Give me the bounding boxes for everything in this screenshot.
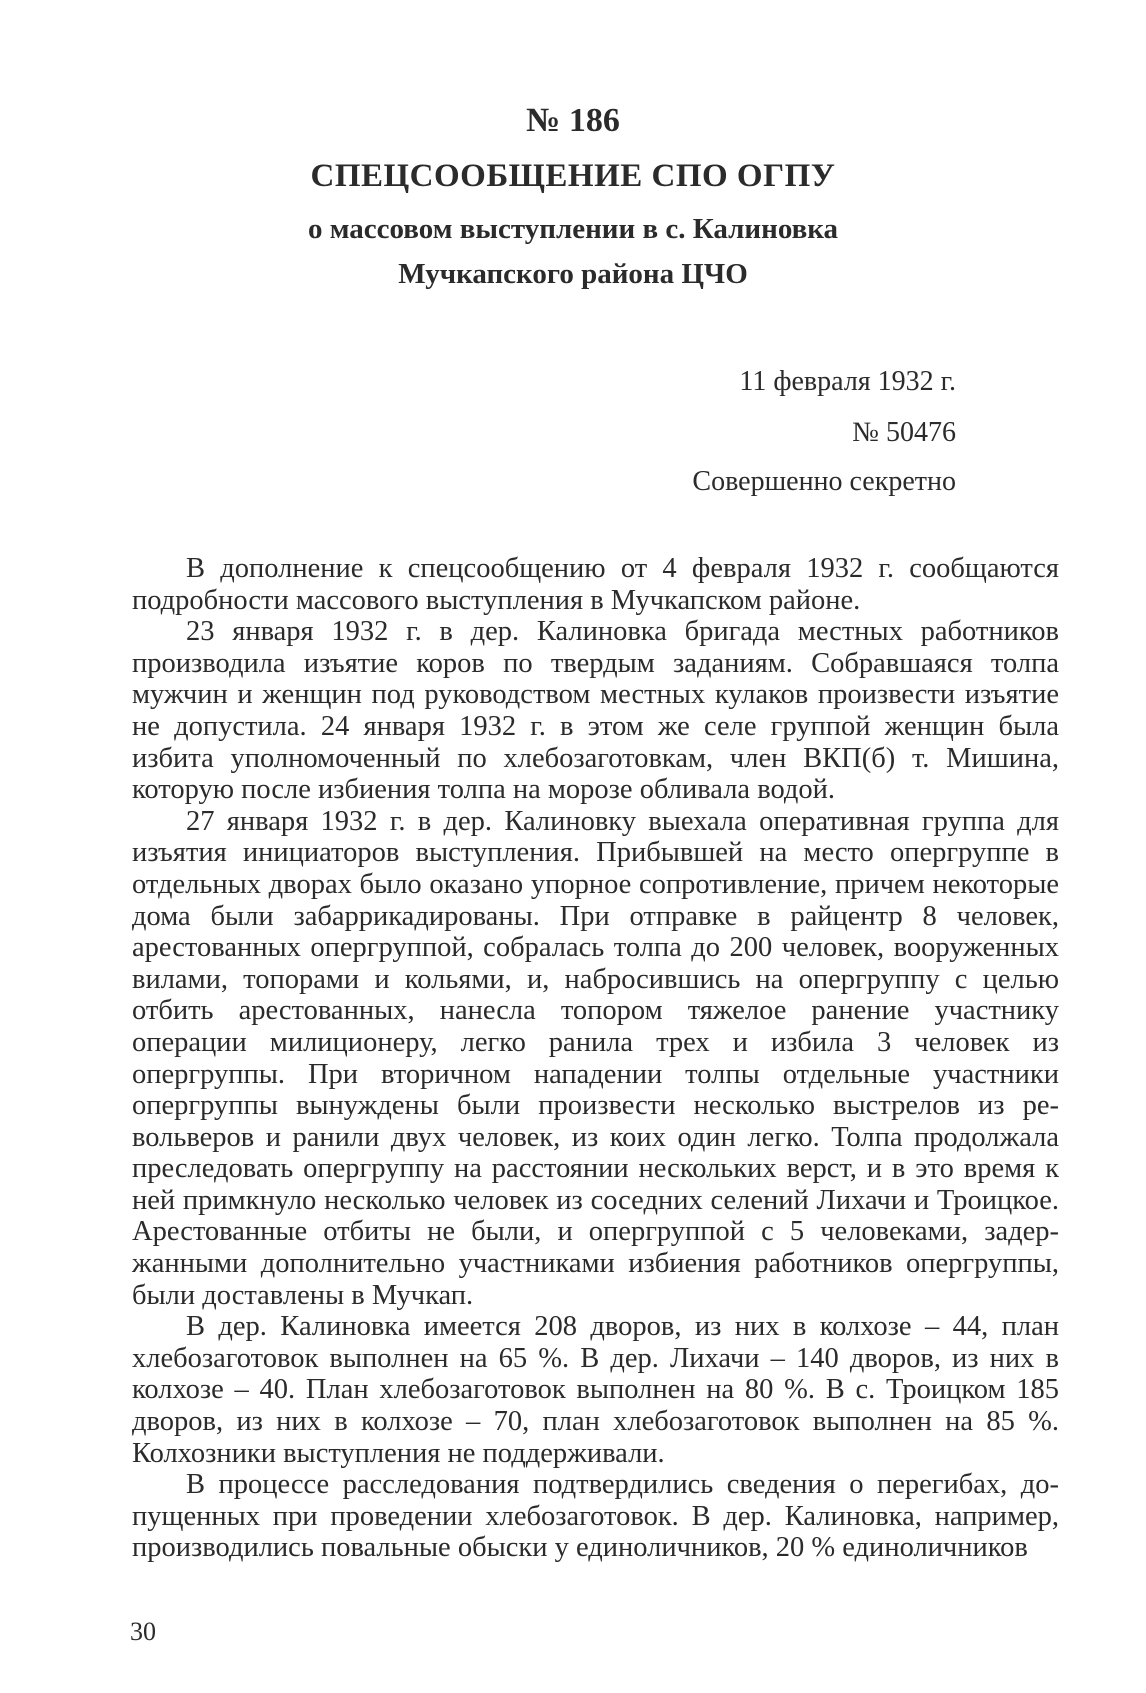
paragraph: 27 января 1932 г. в дер. Калиновку выехала оперативная группа для изъятия инициаторов выступления. Прибывшей на место опергруппе в отдельных дворах было оказано упорное сопротивление, причем некоторые дома были забаррикадированы. При отправке в райцентр 8 человек, арестованных опергруппой, собралась толпа до 200 человек, вооруженных вилами, топорами и кольями, и, набросившись на опергруппу с целью отбить арестованных, нанесла топором тяжелое ранение участнику операции милиционеру, легко ранила трех и избила 3 человек из опергруппы. При вторичном нападении толпы отдельные участники опергруппы вынуждены были произвести несколько выстрелов из револьверов и ранили двух человек, из коих один легко. Толпа продолжала преследовать опергруппу на расстоянии нескольких верст, и в это время к ней примкнуло несколько человек из соседних селений Лихачи и Троицкое. Арестованные отбиты не были, и опергруппой с 5 человеками, задержанными дополнительно участниками избиения работников опергруппы, были доставлены в Мучкап. (132, 805, 1059, 1311)
document-subtitle-line-2: Мучкапского района ЦЧО (398, 258, 748, 290)
document-date: 11 февраля 1932 г. (739, 366, 956, 397)
paragraph: В процессе расследования подтвердились сведения о перегибах, допущенных при проведении хлебозаготовок. В дер. Калиновка, например, производились повальные обыски у единоличников, 20 % единоличников (132, 1469, 1059, 1564)
registration-number: № 50476 (852, 417, 956, 448)
document-subtitle-line-1: о массовом выступлении в с. Калиновка (307, 213, 839, 245)
body-text (132, 553, 1059, 1564)
page-number: 30 (130, 1617, 156, 1646)
document-number: № 186 (526, 102, 620, 139)
paragraph: В дер. Калиновка имеется 208 дворов, из них в колхозе – 44, план хлебозаготовок выполнен на 65 %. В дер. Лихачи – 140 дворов, из них в колхозе – 40. План хлебозаготовок выполнен на 80 %. В с. Троицком 185 дворов, из них в колхозе – 70, план хлебозаготовок выполнен на 85 %. Колхозники выступления не поддерживали. (132, 1311, 1059, 1469)
paragraph: В дополнение к спецсообщению от 4 февраля 1932 г. сообщаются подробности массового выступления в Мучкапском районе. (132, 553, 1059, 616)
document-title: СПЕЦСООБЩЕНИЕ СПО ОГПУ (310, 158, 836, 194)
paragraph: 23 января 1932 г. в дер. Калиновка бригада местных работников производила изъятие коров по твердым заданиям. Собравшаяся толпа мужчин и женщин под руководством местных кулаков произвести изъятие не допустила. 24 января 1932 г. в этом же селе группой женщин была избита уполномоченный по хлебозаготовкам, член ВКП(б) т. Мишина, которую после избиения толпа на морозе обливала водой. (132, 616, 1059, 806)
classification-stamp: Совершенно секретно (692, 466, 956, 497)
